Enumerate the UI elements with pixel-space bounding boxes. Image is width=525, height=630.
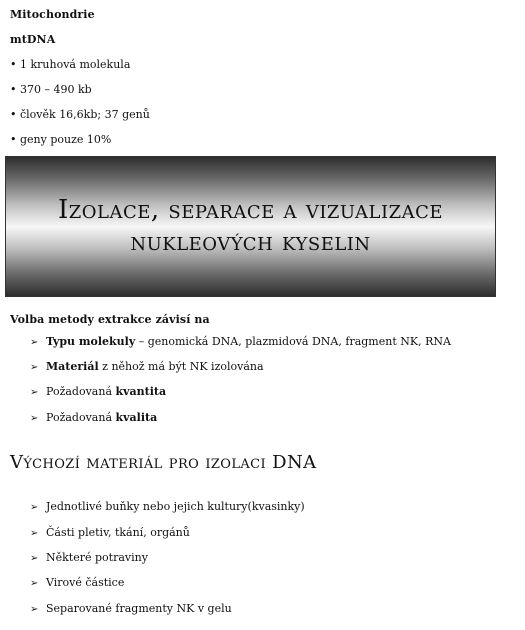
arrow-bullet-icon: ➢ (30, 362, 39, 373)
volba-item-text: Požadovaná (46, 411, 116, 424)
mito-bullet-3 (10, 108, 150, 121)
title-banner (5, 156, 496, 297)
volba-item-bold: Materiál (46, 360, 99, 373)
banner-title-line-1: Izolace, separace a vizualizace (57, 195, 444, 225)
bullet-icon: • (10, 58, 17, 71)
volba-item-3 (30, 384, 166, 400)
mito-bullet-2 (10, 83, 92, 96)
mito-subtitle: mtDNA (10, 33, 56, 46)
volba-item-bold: kvantita (115, 385, 167, 398)
mito-bullet-4 (10, 133, 111, 146)
arrow-bullet-icon: ➢ (30, 502, 39, 513)
vychozi-item-3 (30, 550, 148, 566)
vychozi-item-text: Jednotlivé buňky nebo jejich kultury(kvasinky) (46, 500, 305, 513)
volba-item-2 (30, 359, 264, 375)
mito-bullet-text: 370 – 490 kb (20, 83, 92, 96)
vychozi-item-text: Některé potraviny (46, 551, 148, 564)
volba-item-bold: kvalita (115, 411, 158, 424)
volba-item-4 (30, 410, 157, 426)
mito-bullet-text: 1 kruhová molekula (20, 58, 131, 71)
volba-item-bold: Typu molekuly (46, 335, 136, 348)
vychozi-item-1 (30, 499, 305, 515)
vychozi-item-5 (30, 601, 232, 617)
vychozi-item-text: Části pletiv, tkání, orgánů (46, 526, 190, 539)
volba-item-1 (30, 334, 451, 350)
volba-item-text: Požadovaná (46, 385, 116, 398)
arrow-bullet-icon: ➢ (30, 553, 39, 564)
bullet-icon: • (10, 133, 17, 146)
vychozi-item-2 (30, 525, 190, 541)
volba-heading: Volba metody extrakce závisí na (10, 313, 210, 326)
vychozi-section-title: Výchozí materiál pro izolaci DNA (10, 452, 317, 473)
mito-bullet-1 (10, 58, 130, 71)
vychozi-item-text: Virové částice (46, 576, 125, 589)
mito-title: Mitochondrie (10, 8, 95, 21)
vychozi-item-4 (30, 575, 124, 591)
banner-title-line-2: nukleových kyselin (130, 227, 371, 257)
arrow-bullet-icon: ➢ (30, 578, 39, 589)
volba-item-text: – genomická DNA, plazmidová DNA, fragment NK, RNA (135, 335, 451, 348)
arrow-bullet-icon: ➢ (30, 337, 39, 348)
bullet-icon: • (10, 108, 17, 121)
arrow-bullet-icon: ➢ (30, 528, 39, 539)
volba-item-text: z něhož má být NK izolována (98, 360, 264, 373)
mito-bullet-text: člověk 16,6kb; 37 genů (20, 108, 150, 121)
vychozi-item-text: Separované fragmenty NK v gelu (46, 602, 232, 615)
bullet-icon: • (10, 83, 17, 96)
arrow-bullet-icon: ➢ (30, 387, 39, 398)
mito-bullet-text: geny pouze 10% (20, 133, 112, 146)
arrow-bullet-icon: ➢ (30, 604, 39, 615)
arrow-bullet-icon: ➢ (30, 413, 39, 424)
